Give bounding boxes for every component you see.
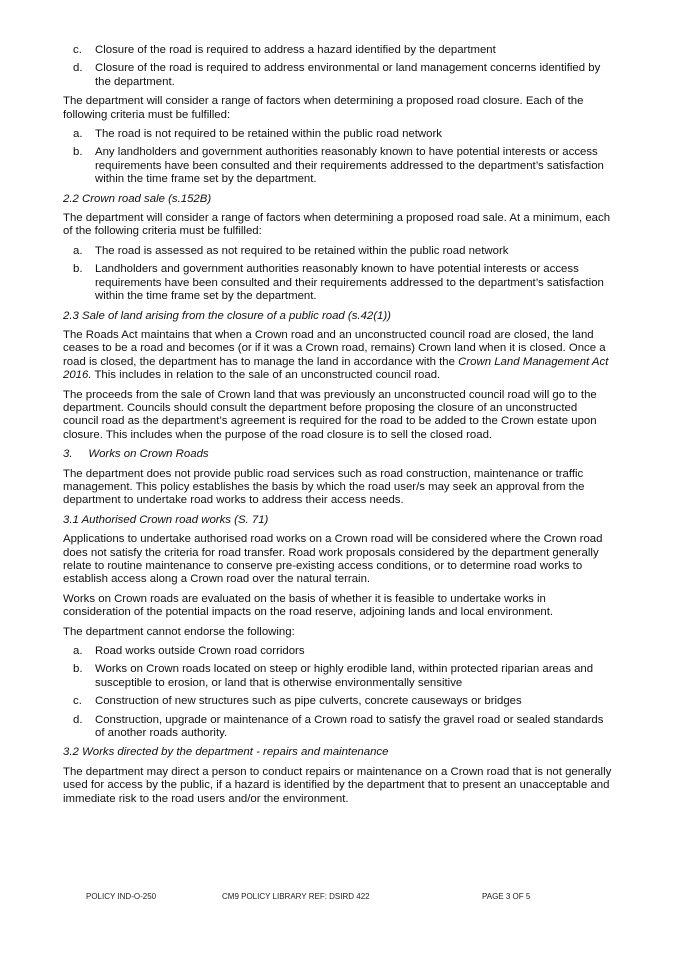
list-item: b. Landholders and government authorities reasonably known to have potential interests or access requirements have been consulted and their requirements addressed to the department’s satisfaction within the time frame set by the department. — [73, 263, 604, 303]
footer-page-number: PAGE 3 OF 5 — [482, 892, 531, 901]
list-item: a. The road is assessed as not required to be retained within the public road network — [73, 244, 509, 257]
page-footer — [0, 892, 675, 906]
section-3-paragraph: The department does not provide public road services such as road construction, maintenance or traffic management. This policy establishes the basis by which the road user/s may seek an approval from the department to undertake road works to address their access needs. — [63, 467, 585, 507]
section-3-1-paragraph-3: The department cannot endorse the following: — [63, 625, 295, 638]
closure-reasons-list — [63, 44, 615, 89]
act-title: Crown Land Management Act 2016. — [63, 355, 609, 382]
section-heading-2-3: 2.3 Sale of land arising from the closure of a public road (s.42(1)) — [63, 309, 391, 322]
list-item: b. Works on Crown roads located on steep or highly erodible land, within protected riparian areas and susceptible to erosion, or land that is otherwise environmentally sensitive — [73, 663, 594, 689]
closure-criteria-intro: The department will consider a range of factors when determining a proposed road closure. Each of the following criteria must be fulfilled: — [63, 95, 584, 121]
section-heading-3-2: 3.2 Works directed by the department - repairs and maintenance — [63, 746, 389, 759]
list-item: d. Construction, upgrade or maintenance of a Crown road to satisfy the gravel road or sealed standards of another roads authority. — [73, 713, 604, 740]
list-item: b. Any landholders and government authorities reasonably known to have potential interests or access requirements have been consulted and their requirements addressed to the department’s satisfaction within the time frame set by the department. — [73, 146, 604, 186]
footer-library-ref: CM9 POLICY LIBRARY REF: DSIRD 422 — [222, 892, 370, 901]
sale-criteria-list — [63, 245, 615, 304]
closure-criteria-list — [63, 128, 615, 187]
section-2-2-intro: The department will consider a range of factors when determining a proposed road sale. At a minimum, each of the following criteria must be fulfilled: — [63, 212, 611, 238]
list-item: d. Closure of the road is required to address environmental or land management concerns identified by the department. — [73, 62, 601, 88]
section-3-1-paragraph-2: Works on Crown roads are evaluated on the basis of whether it is feasible to undertake works in consideration of the potential impacts on the road reserve, adjoining lands and local environment. — [63, 592, 554, 619]
page-content — [63, 44, 615, 812]
section-3-2-paragraph: The department may direct a person to conduct repairs or maintenance on a Crown road that is not generally used for access by the public, if a hazard is identified by the department that to present an unacceptable and immediate risk to the road users and/or the environment. — [63, 765, 612, 805]
list-item: a. The road is not required to be retained within the public road network — [73, 128, 442, 141]
section-heading-2-2: 2.2 Crown road sale (s.152B) — [63, 192, 212, 205]
footer-policy-id: POLICY IND-O-250 — [86, 892, 157, 901]
section-2-3-paragraph-2: The proceeds from the sale of Crown land that was previously an unconstructed council road will go to the department. Councils should consult the department before proposing the closure of an unconstructed council road as the department’s agreement is required for the road to be added to the Crown estate upon closure. This includes when the purpose of the road closure is to sell the closed road. — [63, 388, 597, 441]
list-item: c. Construction of new structures such as pipe culverts, concrete causeways or bridges — [73, 695, 522, 708]
section-heading-3-1: 3.1 Authorised Crown road works (S. 71) — [63, 513, 269, 526]
list-item: a. Road works outside Crown road corridors — [73, 645, 305, 658]
list-item: c. Closure of the road is required to address a hazard identified by the department — [73, 44, 496, 56]
section-3-1-paragraph-1: Applications to undertake authorised road works on a Crown road will be considered where the Crown road does not satisfy the criteria for road transfer. Road work proposals considered by the department generally relate to routine maintenance to conserve pre-existing access conditions, or to determine road works to establish access along a Crown road over the natural terrain. — [63, 533, 603, 586]
section-2-3-paragraph-1: The Roads Act maintains that when a Crown road and an unconstructed council road are closed, the land ceases to be a road and becomes (or if it was a Crown road, remains) Crown land when it is closed. Once a road is closed, the department has to manage the land in accordance with the Crown Land Management Act 2016. This includes in relation to the sale of an unconstructed council road. — [63, 328, 609, 382]
section-heading-3: 3. Works on Crown Roads — [63, 448, 209, 461]
not-endorsed-list — [63, 645, 615, 740]
